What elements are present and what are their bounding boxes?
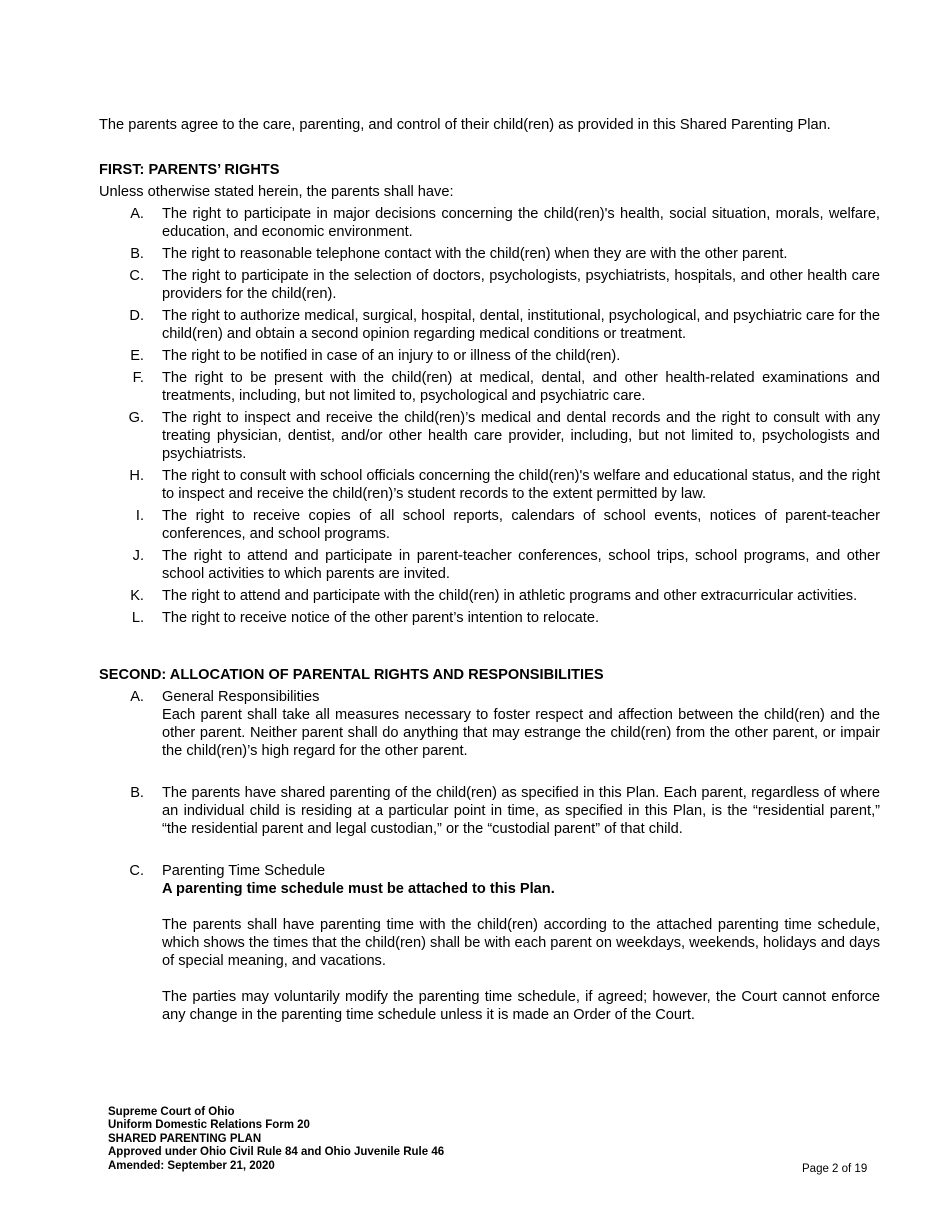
list-item-general-responsibilities (0, 688, 880, 760)
item-letter: C. (129, 268, 144, 284)
item-text: The right to participate in the selection of doctors, psychologists, psychiatrists, hospitals, and other health care providers for the child(ren). (162, 268, 880, 302)
item-text: The right to consult with school officials concerning the child(ren)'s welfare and educational status, and the right to inspect and receive the child(ren)’s student records to the extent permitted by law. (162, 468, 881, 502)
list-item (0, 369, 880, 405)
list-item (0, 587, 880, 605)
form-footer (108, 1106, 444, 1173)
item-letter: H. (129, 468, 144, 484)
list-item (0, 609, 880, 627)
item-text: The parents have shared parenting of the child(ren) as specified in this Plan. Each parent, regardless of where an individual child is residing at a particular point in time, as specified in this Plan, is the “residential parent,” “the residential parent and legal custodian,” or the “custodial parent” of that child. (162, 785, 880, 837)
item-title: General Responsibilities (162, 689, 320, 705)
footer-line: Uniform Domestic Relations Form 20 (108, 1119, 310, 1132)
item-letter: K. (130, 588, 144, 604)
footer-line: Supreme Court of Ohio (108, 1106, 235, 1118)
item-bold-notice: A parenting time schedule must be attached to this Plan. (162, 881, 555, 897)
item-letter: G. (128, 410, 144, 426)
item-letter: B. (130, 246, 144, 262)
item-letter: J. (132, 548, 144, 564)
list-item-shared-parenting (0, 784, 880, 838)
list-item (0, 347, 880, 365)
item-text: The right to receive copies of all school reports, calendars of school events, notices of parent-teacher conferences, and school programs. (162, 508, 880, 542)
parents-rights-list (0, 205, 880, 631)
rights-lead-text: Unless otherwise stated herein, the parents shall have: (99, 184, 454, 200)
item-letter: A. (130, 689, 144, 705)
section-heading-second: SECOND: ALLOCATION OF PARENTAL RIGHTS AND RESPONSIBILITIES (99, 667, 604, 683)
item-text: The right to authorize medical, surgical, hospital, dental, institutional, psychological, and psychiatric care for the child(ren) and obtain a second opinion regarding medical conditions or treatment. (162, 308, 880, 342)
list-item (0, 467, 880, 503)
list-item (0, 409, 880, 463)
section-heading-first: FIRST: PARENTS’ RIGHTS (99, 162, 280, 178)
list-item-parenting-time-schedule (0, 862, 880, 1024)
item-text: The right to reasonable telephone contact with the child(ren) when they are with the other parent. (162, 246, 788, 262)
item-letter: E. (130, 348, 144, 364)
item-letter: I. (135, 508, 144, 524)
item-text: The right to attend and participate in parent-teacher conferences, school trips, school programs, and other school activities to which parents are invited. (162, 548, 880, 582)
list-item (0, 205, 880, 241)
item-text: The right to inspect and receive the child(ren)’s medical and dental records and the right to consult with any treating physician, dentist, and/or other health care provider, including, but not limited to, psychologists and psychiatrists. (162, 410, 880, 462)
item-text: The right to attend and participate with the child(ren) in athletic programs and other extracurricular activities. (162, 588, 858, 604)
item-letter: B. (130, 785, 144, 801)
page-number: Page 2 of 19 (802, 1163, 868, 1175)
item-letter: A. (130, 206, 144, 222)
item-title: Parenting Time Schedule (162, 863, 326, 879)
item-letter: D. (129, 308, 144, 324)
allocation-list (0, 688, 880, 1024)
item-text: The parents shall have parenting time with the child(ren) according to the attached parenting time schedule, which shows the times that the child(ren) shall be with each parent on weekdays, weekends, holidays and days of special meaning, and vacations. (162, 917, 880, 969)
item-text: Each parent shall take all measures necessary to foster respect and affection between the child(ren) and the other parent. Neither parent shall do anything that may estrange the child(ren) from the other parent, or impair the child(ren)’s high regard for the other parent. (162, 707, 880, 759)
item-text: The right to be notified in case of an injury to or illness of the child(ren). (162, 348, 621, 364)
list-item (0, 245, 880, 263)
footer-line: Approved under Ohio Civil Rule 84 and Ohio Juvenile Rule 46 (108, 1146, 445, 1159)
item-letter: L. (131, 610, 144, 626)
item-text: The right to participate in major decisions concerning the child(ren)'s health, social situation, morals, welfare, education, and economic environment. (162, 206, 880, 240)
item-text: The right to receive notice of the other parent’s intention to relocate. (162, 610, 599, 626)
item-text: The right to be present with the child(ren) at medical, dental, and other health-related examinations and treatments, including, but not limited to, psychological and psychiatric care. (162, 370, 880, 404)
item-letter: C. (129, 863, 144, 879)
list-item (0, 507, 880, 543)
footer-line: Amended: September 21, 2020 (108, 1159, 275, 1172)
intro-paragraph: The parents agree to the care, parenting, and control of their child(ren) as provided in this Shared Parenting Plan. (99, 117, 831, 133)
item-letter: F. (132, 370, 144, 386)
list-item (0, 267, 880, 303)
list-item (0, 547, 880, 583)
footer-line: SHARED PARENTING PLAN (108, 1132, 262, 1145)
list-item (0, 307, 880, 343)
item-text: The parties may voluntarily modify the parenting time schedule, if agreed; however, the Court cannot enforce any change in the parenting time schedule unless it is made an Order of the Court. (162, 989, 880, 1023)
